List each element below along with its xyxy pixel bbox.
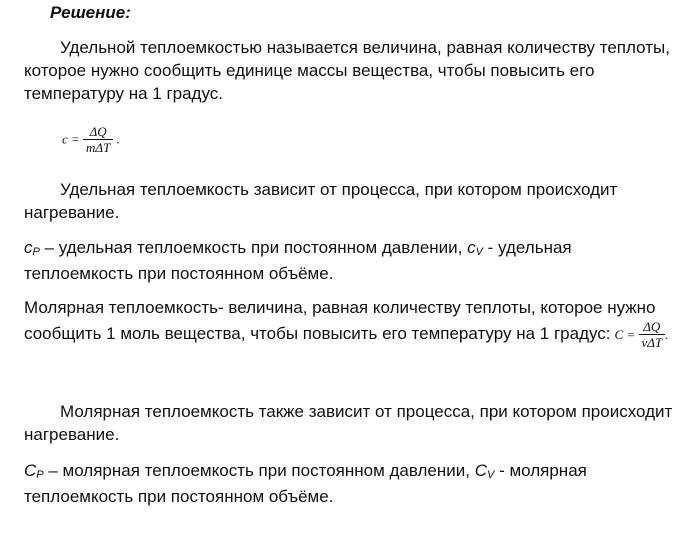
subscript-P: P [36,469,44,481]
formula-molar-fraction [639,319,669,350]
subscript-V: V [487,469,495,481]
formula-fraction [83,124,113,155]
formula-molar-numerator: ΔQ [639,319,666,335]
text-cp-definition: – удельная теплоемкость при постоянном давлении, [39,238,468,257]
symbol-cp: c [24,238,33,257]
symbol-Cp: C [24,461,37,480]
paragraph-molar-heat-types [24,459,684,508]
formula-specific-heat [62,124,120,155]
formula-molar-denominator: νΔT [641,335,663,350]
text-Cv-definition: - молярная теплоемкость при постоянном объёме. [24,461,587,506]
paragraph-molar-heat-definition [24,296,684,350]
solution-heading: Решение: [50,3,131,22]
paragraph-specific-heat-definition: Удельной теплоемкостью называется величина, равная количеству теплоты, которое нужно сообщить единице массы вещества, чтобы повысить его температуру на 1 градус. [24,38,670,103]
formula-denominator: mΔT [86,140,111,155]
symbol-cv: c [467,238,476,257]
subscript-p: P [32,246,40,258]
formula-end: . [116,131,120,147]
formula-lhs: c = [62,131,80,147]
formula-numerator: ΔQ [83,124,113,140]
paragraph-molar-process-dependence: Молярная теплоемкость также зависит от процесса, при котором происходит нагревание. [24,402,673,444]
formula-molar-lhs: C = [614,327,636,342]
text-cv-definition: - удельная теплоемкость при постоянном объёме. [24,238,572,283]
paragraph-process-dependence: Удельная теплоемкость зависит от процесса, при котором происходит нагревание. [24,180,618,222]
symbol-Cv: C [474,461,487,480]
text-Cp-definition: – молярная теплоемкость при постоянном давлении, [43,461,475,480]
subscript-v: V [475,246,483,258]
formula-molar-heat [615,319,669,350]
formula-molar-end: . [665,327,669,342]
paragraph-specific-heat-types [24,236,684,285]
text-molar-definition: Молярная теплоемкость- величина, равная количеству теплоты, которое нужно сообщить 1 моль вещества, чтобы повысить его температуру на 1 градус: [24,298,656,343]
